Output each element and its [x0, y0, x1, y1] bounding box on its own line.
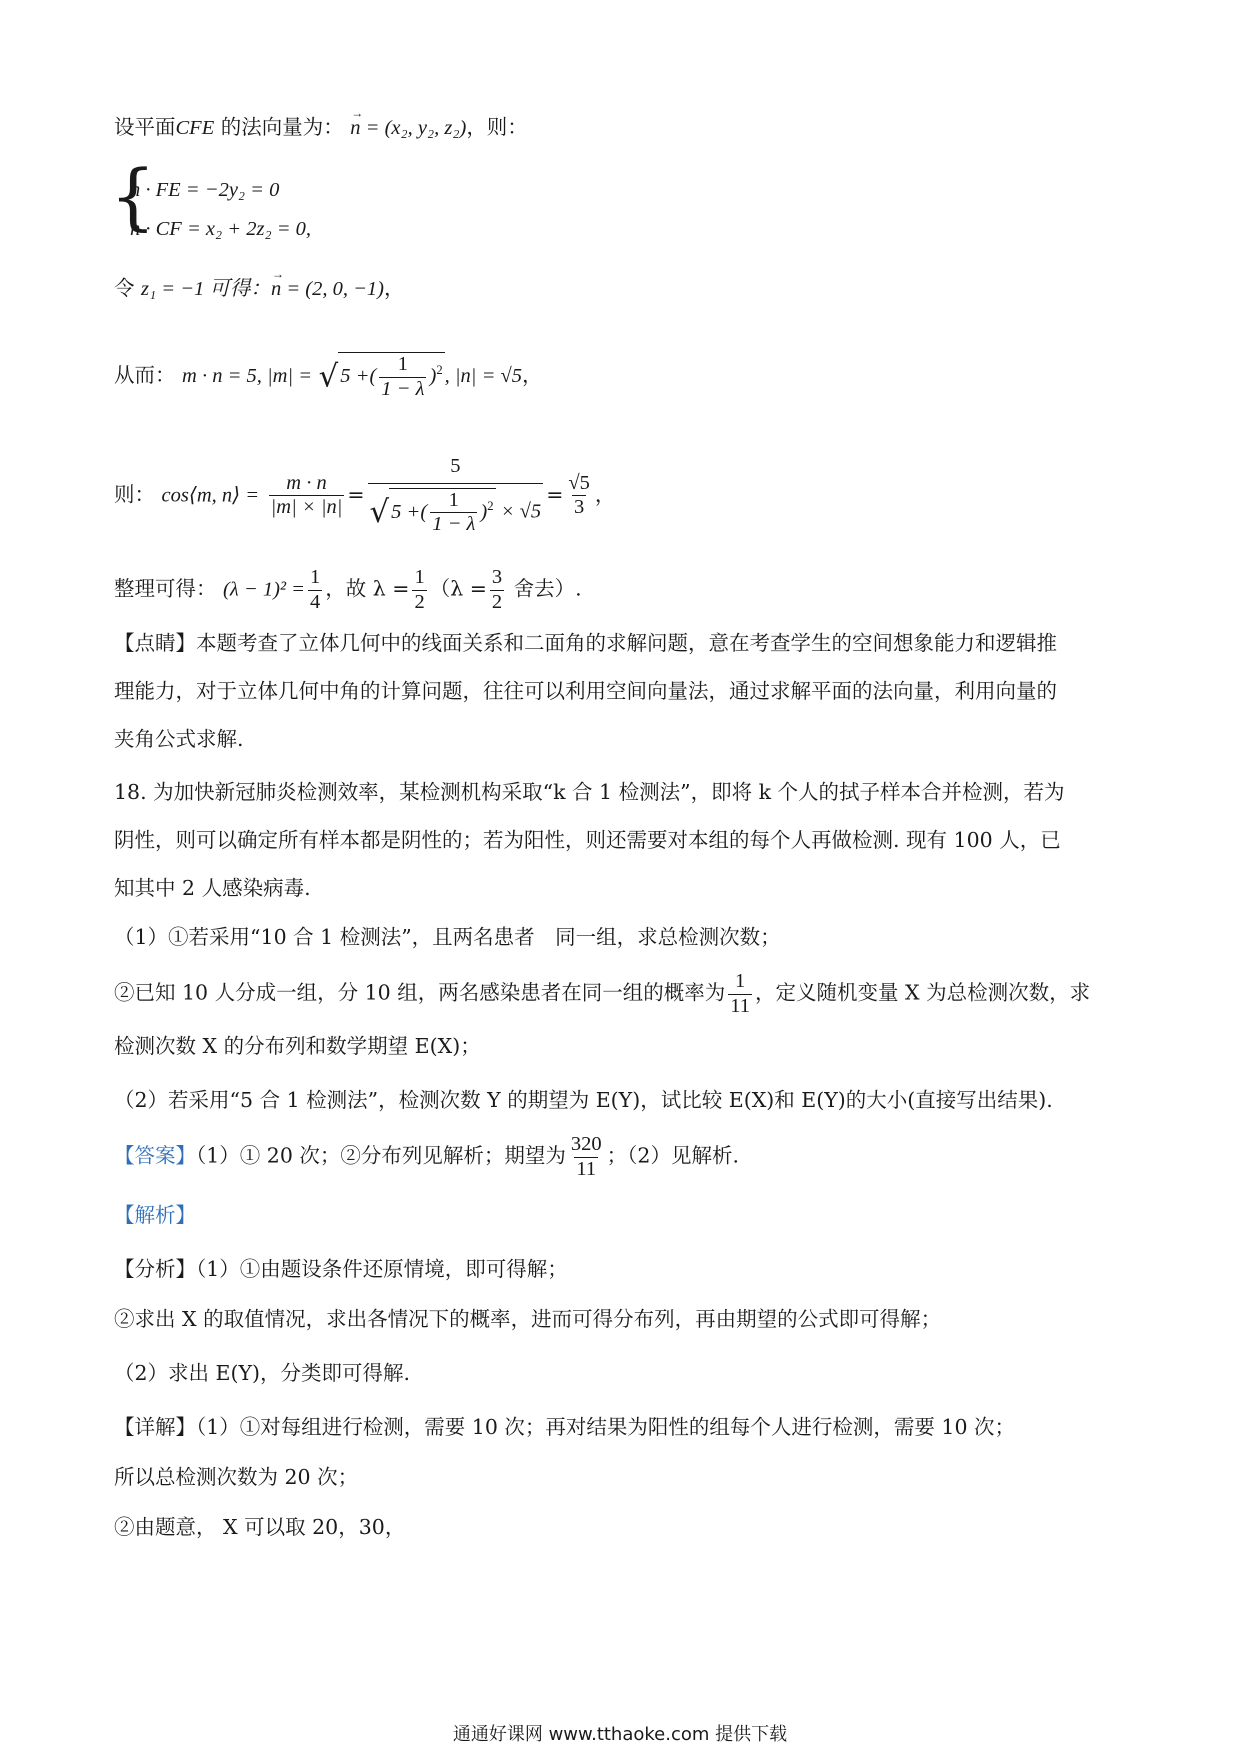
detail-line-3: ②由题意， X 可以取 20，30，: [114, 1515, 406, 1539]
fraction-numerator: 1: [735, 970, 746, 992]
fraction-numerator: 1: [414, 566, 425, 588]
question-18-line-3: 知其中 2 人感染病毒.: [114, 876, 311, 900]
fraction-numerator: m · n: [286, 471, 327, 494]
radicand: 5 +( $\frac{1}{1 - \lambda}$ )$^2$: [340, 353, 443, 400]
analysis-line-3: （2）求出 E(Y)，分类即可得解.: [114, 1361, 411, 1385]
question-18-line-2: 阴性，则可以确定所有样本都是阴性的；若为阳性，则还需要对本组的每个人再做检测. 现有 100 人，已: [114, 828, 1061, 852]
analysis-tag: 【解析】: [114, 1203, 196, 1227]
variable: z₁: [141, 278, 157, 300]
brace-symbol: {: [110, 154, 156, 238]
fraction-numerator: 5: [450, 455, 461, 477]
vector-n: → n: [350, 113, 360, 143]
text: ，: [522, 363, 543, 388]
equation-1: n · FE = −2y₂ = 0: [130, 179, 280, 201]
text: × √5: [500, 499, 542, 522]
vector-n: → n: [271, 274, 281, 304]
fraction-numerator: 1: [310, 566, 321, 588]
text: ；（2）见解析.: [606, 1143, 739, 1168]
fraction-denominator: 3: [574, 496, 585, 519]
text: 从而：: [114, 363, 183, 388]
detail-line-2: 所以总检测次数为 20 次；: [114, 1465, 359, 1489]
answer-line: [114, 1133, 739, 1181]
text: ，故 λ =: [325, 576, 410, 601]
text: 令: [114, 276, 142, 300]
fraction-numerator: 1: [397, 353, 408, 375]
fraction-numerator: 1: [448, 488, 459, 511]
text: （λ =: [429, 576, 487, 601]
fraction-denominator: 11: [576, 1157, 597, 1180]
fraction-numerator: 3: [491, 566, 503, 588]
simplify-line: [114, 566, 582, 614]
equation-text: n · CF = x₂ + 2z₂ = 0: [130, 218, 306, 240]
comment-line-1: 【点睛】本题考查了立体几何中的线面关系和二面角的求解问题，意在考查学生的空间想象能力和逻辑推: [114, 631, 1057, 655]
dot-product: m · n = 5, |m| =: [182, 365, 313, 388]
question-18-part-2: （2）若采用“5 合 1 检测法”，检测次数 Y 的期望为 E(Y)，试比较 E(X)和 E(Y)的大小(直接写出结果).: [114, 1088, 1053, 1112]
text: ②已知 10 人分成一组，分 10 组，两名感染患者在同一组的概率为: [114, 980, 726, 1005]
cosine-line: 则： cos⟨m, n⟩ = $\frac{m \cdot n}{|m| \times |n|}$ = 5 √5 +( $\frac{1}{1 - \lambda}$ )$^2$ × √5 = $\frac{√5}{3}$ ，: [114, 455, 616, 536]
fraction-numerator: 320: [570, 1133, 602, 1155]
question-18-line-1: 18. 为加快新冠肺炎检测效率，某检测机构采取“k 合 1 检测法”，即将 k 个人的拭子样本合并检测，若为: [114, 780, 1065, 804]
vector-expression: = (x₂, y₂, z₂): [360, 117, 467, 139]
text: 的法向量为：: [214, 115, 351, 139]
text: 舍去）.: [507, 576, 582, 601]
normal-vector-line: [114, 112, 528, 143]
fraction-denominator: 1 − λ: [381, 377, 425, 400]
expression: (λ − 1)² =: [223, 578, 306, 601]
fraction-denominator: |m| × |n|: [270, 496, 343, 519]
comment-line-2: 理能力，对于立体几何中角的计算问题，往往可以利用空间向量法，通过求解平面的法向量，利用向量的: [114, 679, 1057, 703]
cosine-label: cos⟨m, n⟩ =: [161, 484, 260, 507]
fraction-denominator: 4: [310, 590, 321, 613]
text: 设平面: [114, 115, 176, 139]
question-18-part-1: （1）①若采用“10 合 1 检测法”，且两名患者 同一组，求总检测次数；: [114, 925, 781, 949]
fraction-denominator: √5 +( $\frac{1}{1 - \lambda}$ )$^2$ × √5: [368, 483, 544, 537]
fraction-denominator: 11: [730, 994, 750, 1017]
text: ，定义随机变量 X 为总检测次数，求: [755, 980, 1091, 1005]
text: = −1 可得：: [156, 278, 271, 300]
exponent: 2: [436, 362, 443, 377]
question-18-part-1b: [114, 970, 1090, 1018]
detail-line-1: 【详解】（1）①对每组进行检测，需要 10 次；再对结果为阳性的组每个人进行检测，需要 10 次；: [114, 1415, 1016, 1439]
equation-2: [130, 214, 311, 244]
text: 5 +: [340, 364, 370, 387]
text: ，则：: [466, 115, 528, 139]
comment-line-3: 夹角公式求解.: [114, 727, 244, 751]
analysis-line-2: ②求出 X 的取值情况，求出各情况下的概率，进而可得分布列，再由期望的公式即可得解；: [114, 1307, 942, 1331]
question-18-part-1c: 检测次数 X 的分布列和数学期望 E(X)；: [114, 1034, 481, 1058]
text: 则：: [114, 482, 155, 507]
footer-watermark: 通通好课网 www.tthaoke.com 提供下载: [452, 1724, 788, 1745]
text: ，: [384, 276, 405, 300]
fraction-numerator: √5: [568, 471, 590, 494]
norm-n: , |n| = √5: [444, 365, 523, 388]
let-line: [114, 273, 405, 304]
text: 5 +: [391, 500, 421, 523]
analysis-line-1: 【分析】（1）①由题设条件还原情境，即可得解；: [114, 1257, 568, 1281]
text: （1）① 20 次；②分布列见解析；期望为: [196, 1143, 566, 1168]
radical-sign: √: [318, 358, 339, 395]
fraction-denominator: 2: [414, 590, 425, 613]
comma: ,: [305, 218, 312, 240]
text: 整理可得：: [114, 576, 224, 601]
fraction-denominator: 1 − λ: [432, 513, 476, 536]
text: ，: [594, 482, 616, 507]
fraction-denominator: 2: [491, 590, 503, 613]
from-line: [114, 352, 543, 401]
plane-name: CFE: [175, 117, 215, 139]
answer-tag: 【答案】: [114, 1143, 196, 1168]
vector-value: = (2, 0, −1): [281, 278, 385, 300]
